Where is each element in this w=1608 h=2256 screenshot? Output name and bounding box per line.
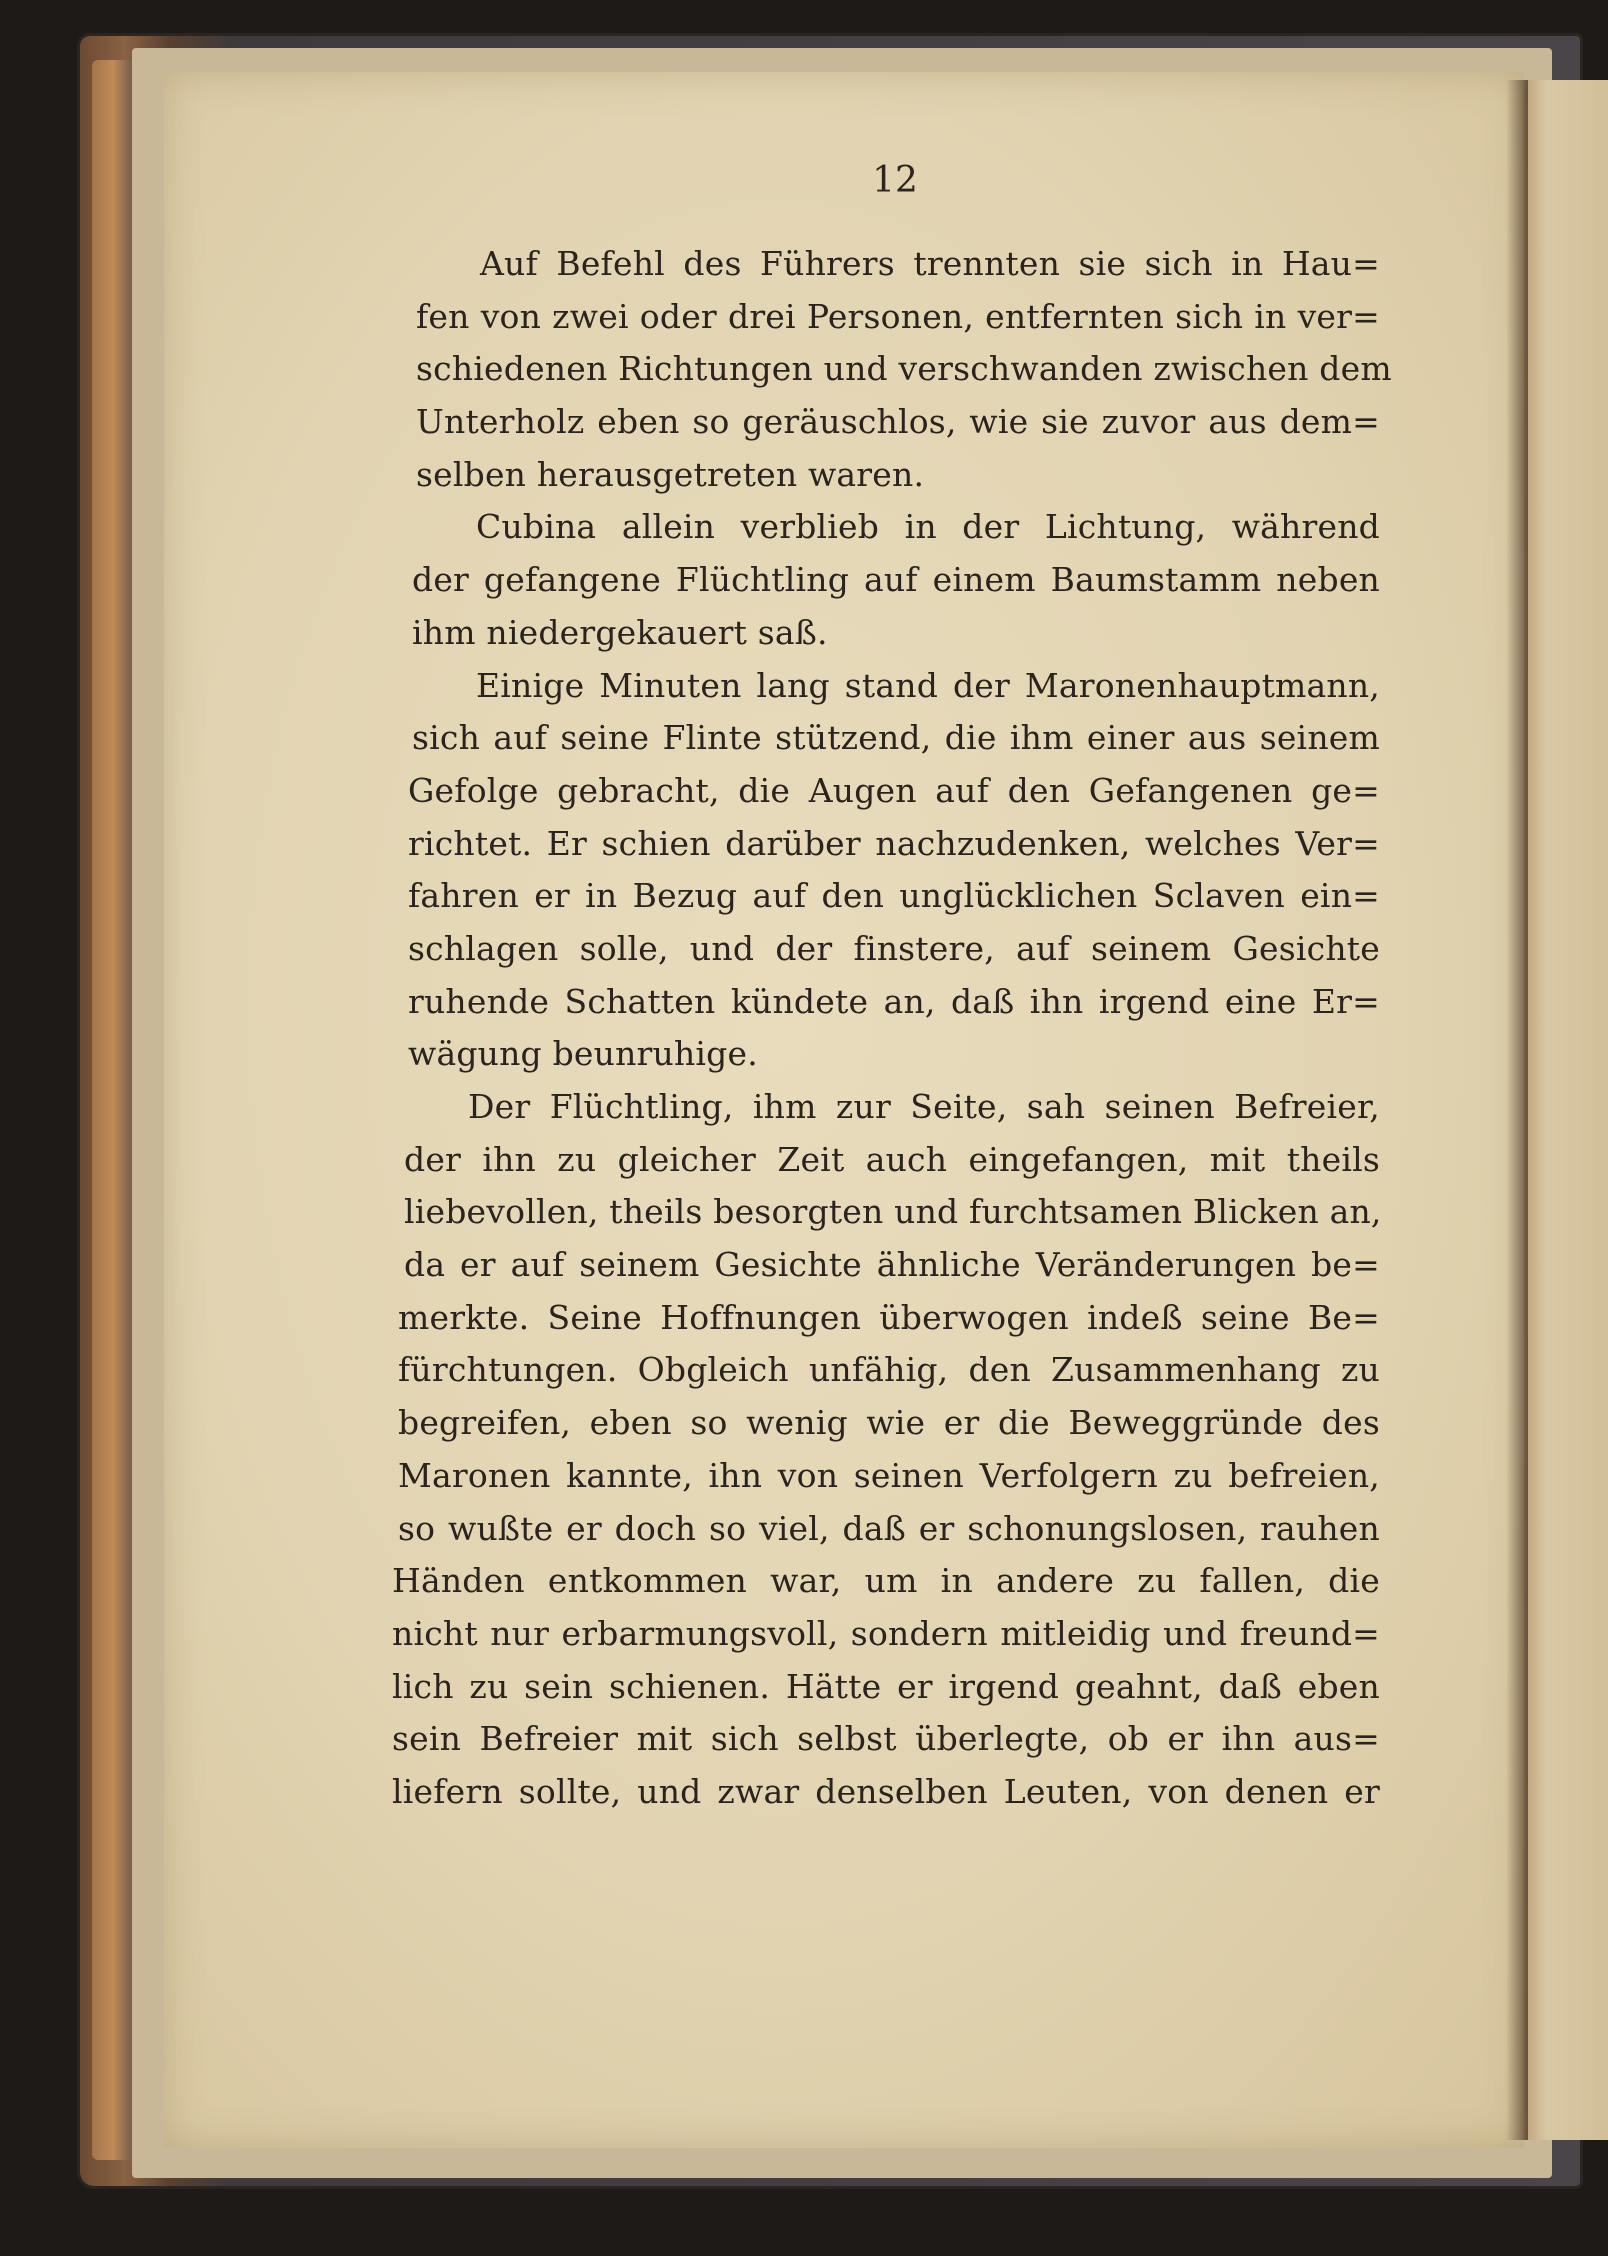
text-line: lich zu sein schienen. Hätte er irgend geahnt, daß eben [392, 1666, 1380, 1706]
facing-page-edge [1520, 80, 1608, 2140]
text-line: ihm niedergekauert saß. [412, 612, 828, 652]
body-text [390, 238, 1392, 1819]
text-line: der gefangene Flüchtling auf einem Baumstamm neben [412, 560, 1380, 600]
text-line: liefern sollte, und zwar denselben Leuten, von denen er [392, 1771, 1380, 1811]
text-line: Der Flüchtling, ihm zur Seite, sah seinen Befreier, [468, 1087, 1380, 1126]
page-gutter [1506, 80, 1528, 2140]
text-line: nicht nur erbarmungsvoll, sondern mitleidig und freund= [392, 1613, 1380, 1653]
text-line: sich auf seine Flinte stützend, die ihm einer aus seinem [412, 718, 1380, 758]
text-line: schiedenen Richtungen und verschwanden zwischen dem [416, 349, 1392, 389]
text-line: Unterholz eben so geräuschlos, wie sie zuvor aus dem= [416, 402, 1380, 442]
text-line: Einige Minuten lang stand der Maronenhauptmann, [476, 665, 1380, 705]
text-line: begreifen, eben so wenig wie er die Beweggründe des [398, 1403, 1380, 1443]
text-line: so wußte er doch so viel, daß er schonungslosen, rauhen [398, 1508, 1380, 1548]
text-line: fahren er in Bezug auf den unglücklichen Sclaven ein= [408, 876, 1380, 916]
text-line: sein Befreier mit sich selbst überlegte, ob er ihn aus= [392, 1719, 1380, 1759]
text-line: ruhende Schatten kündete an, daß ihn irgend eine Er= [408, 981, 1380, 1021]
text-line: fen von zwei oder drei Personen, entfernten sich in ver= [416, 296, 1380, 336]
text-line: Händen entkommen war, um in andere zu fallen, die [392, 1561, 1380, 1601]
text-line: schlagen solle, und der finstere, auf seinem Gesichte [408, 928, 1380, 968]
text-line: Gefolge gebracht, die Augen auf den Gefangenen ge= [408, 770, 1380, 810]
page-number: 12 [872, 160, 918, 201]
text-line: der ihn zu gleicher Zeit auch eingefangen, mit theils [404, 1139, 1380, 1179]
text-line: wägung beunruhige. [408, 1034, 758, 1074]
text-line: Cubina allein verblieb in der Lichtung, während [476, 507, 1380, 547]
text-line: Auf Befehl des Führers trennten sie sich in Hau= [480, 244, 1380, 283]
text-line: selben herausgetreten waren. [416, 454, 925, 494]
text-line: da er auf seinem Gesichte ähnliche Veränderungen be= [404, 1245, 1380, 1285]
text-line: liebevollen, theils besorgten und furchtsamen Blicken an, [404, 1192, 1382, 1232]
text-line: Maronen kannte, ihn von seinen Verfolgern zu befreien, [398, 1455, 1380, 1495]
text-line: richtet. Er schien darüber nachzudenken, welches Ver= [408, 823, 1380, 863]
text-line: merkte. Seine Hoffnungen überwogen indeß seine Be= [398, 1297, 1380, 1337]
text-line: fürchtungen. Obgleich unfähig, den Zusammenhang zu [398, 1350, 1380, 1390]
